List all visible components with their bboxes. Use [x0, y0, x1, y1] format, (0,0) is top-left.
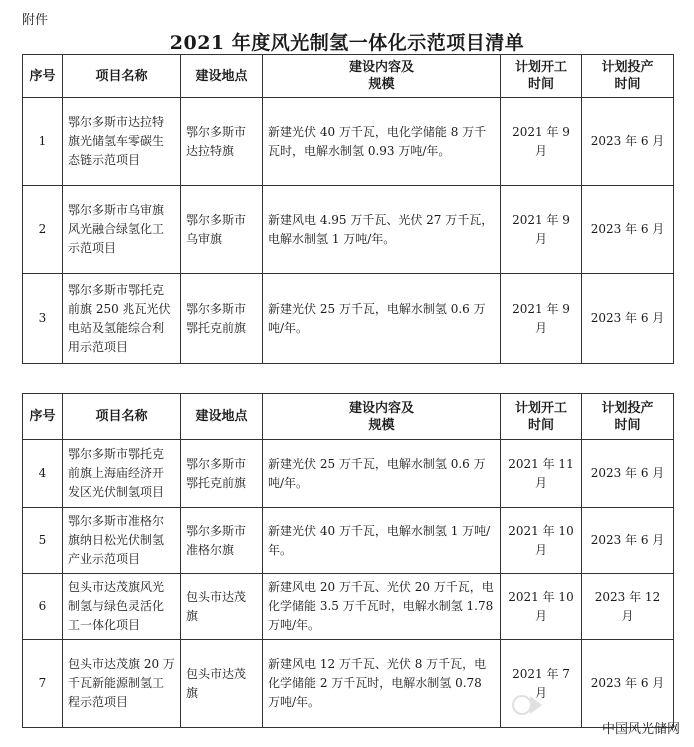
cell-location: 包头市达茂旗 — [181, 640, 263, 728]
cell-start: 2021 年 9 月 — [501, 186, 582, 274]
header-no: 序号 — [23, 55, 63, 98]
table-row — [23, 640, 674, 728]
cell-location: 鄂尔多斯市乌审旗 — [181, 186, 263, 274]
header-start: 计划开工 时间 — [501, 55, 582, 98]
table-row — [23, 274, 674, 364]
table-header-row — [23, 55, 674, 98]
header-operate: 计划投产 时间 — [582, 394, 674, 440]
cell-start: 2021 年 10 月 — [501, 508, 582, 574]
cell-location: 包头市达茂旗 — [181, 574, 263, 640]
table-row — [23, 98, 674, 186]
cell-no: 5 — [23, 508, 63, 574]
cell-content: 新建光伏 25 万千瓦，电解水制氢 0.6 万吨/年。 — [263, 440, 501, 508]
cell-name: 鄂尔多斯市达拉特旗光储氢车零碳生态链示范项目 — [63, 98, 181, 186]
cell-start: 2021 年 9 月 — [501, 98, 582, 186]
header-name: 项目名称 — [63, 55, 181, 98]
attachment-label: 附件 — [22, 13, 49, 28]
cell-no: 7 — [23, 640, 63, 728]
cell-content: 新建风电 20 万千瓦、光伏 20 万千瓦，电化学储能 3.5 万千瓦时，电解水制氢 1.78 万吨/年。 — [263, 574, 501, 640]
cell-name: 鄂尔多斯市准格尔旗纳日松光伏制氢产业示范项目 — [63, 508, 181, 574]
cell-no: 4 — [23, 440, 63, 508]
table-row — [23, 186, 674, 274]
cell-no: 3 — [23, 274, 63, 364]
cell-name: 鄂尔多斯市乌审旗风光融合绿氢化工示范项目 — [63, 186, 181, 274]
table-row — [23, 574, 674, 640]
cell-start: 2021 年 9 月 — [501, 274, 582, 364]
watermark-logo-icon — [510, 690, 546, 720]
project-table-2 — [22, 393, 674, 728]
header-no: 序号 — [23, 394, 63, 440]
project-table-1 — [22, 54, 674, 364]
cell-no: 6 — [23, 574, 63, 640]
table-row — [23, 508, 674, 574]
header-operate: 计划投产 时间 — [582, 55, 674, 98]
header-location: 建设地点 — [181, 394, 263, 440]
cell-operate: 2023 年 6 月 — [582, 186, 674, 274]
cell-content: 新建风电 12 万千瓦、光伏 8 万千瓦，电化学储能 2 万千瓦时，电解水制氢 0.78 万吨/年。 — [263, 640, 501, 728]
cell-location: 鄂尔多斯市准格尔旗 — [181, 508, 263, 574]
cell-location: 鄂尔多斯市鄂托克前旗 — [181, 274, 263, 364]
cell-operate: 2023 年 6 月 — [582, 640, 674, 728]
header-location: 建设地点 — [181, 55, 263, 98]
cell-operate: 2023 年 6 月 — [582, 440, 674, 508]
header-name: 项目名称 — [63, 394, 181, 440]
cell-no: 2 — [23, 186, 63, 274]
cell-location: 鄂尔多斯市鄂托克前旗 — [181, 440, 263, 508]
cell-content: 新建光伏 40 万千瓦，电化学储能 8 万千瓦时，电解水制氢 0.93 万吨/年。 — [263, 98, 501, 186]
cell-name: 包头市达茂旗 20 万千瓦新能源制氢工程示范项目 — [63, 640, 181, 728]
cell-operate: 2023 年 6 月 — [582, 508, 674, 574]
header-content: 建设内容及 规模 — [263, 55, 501, 98]
cell-name: 包头市达茂旗风光制氢与绿色灵活化工一体化项目 — [63, 574, 181, 640]
cell-content: 新建风电 4.95 万千瓦、光伏 27 万千瓦，电解水制氢 1 万吨/年。 — [263, 186, 501, 274]
header-content: 建设内容及 规模 — [263, 394, 501, 440]
cell-no: 1 — [23, 98, 63, 186]
watermark-text: 中国风光储网 — [601, 722, 680, 737]
page-title: 2021 年度风光制氢一体化示范项目清单 — [169, 32, 525, 54]
cell-operate: 2023 年 6 月 — [582, 98, 674, 186]
cell-start: 2021 年 11 月 — [501, 440, 582, 508]
cell-name: 鄂尔多斯市鄂托克前旗 250 兆瓦光伏电站及氢能综合利用示范项目 — [63, 274, 181, 364]
table-row — [23, 440, 674, 508]
cell-content: 新建光伏 40 万千瓦，电解水制氢 1 万吨/年。 — [263, 508, 501, 574]
cell-name: 鄂尔多斯市鄂托克前旗上海庙经济开发区光伏制氢项目 — [63, 440, 181, 508]
cell-start: 2021 年 10 月 — [501, 574, 582, 640]
cell-content: 新建光伏 25 万千瓦，电解水制氢 0.6 万吨/年。 — [263, 274, 501, 364]
cell-start: 2021 年 7 月 — [501, 640, 582, 728]
table-header-row — [23, 394, 674, 440]
cell-operate: 2023 年 6 月 — [582, 274, 674, 364]
cell-operate: 2023 年 12 月 — [582, 574, 674, 640]
header-start: 计划开工 时间 — [501, 394, 582, 440]
cell-location: 鄂尔多斯市达拉特旗 — [181, 98, 263, 186]
